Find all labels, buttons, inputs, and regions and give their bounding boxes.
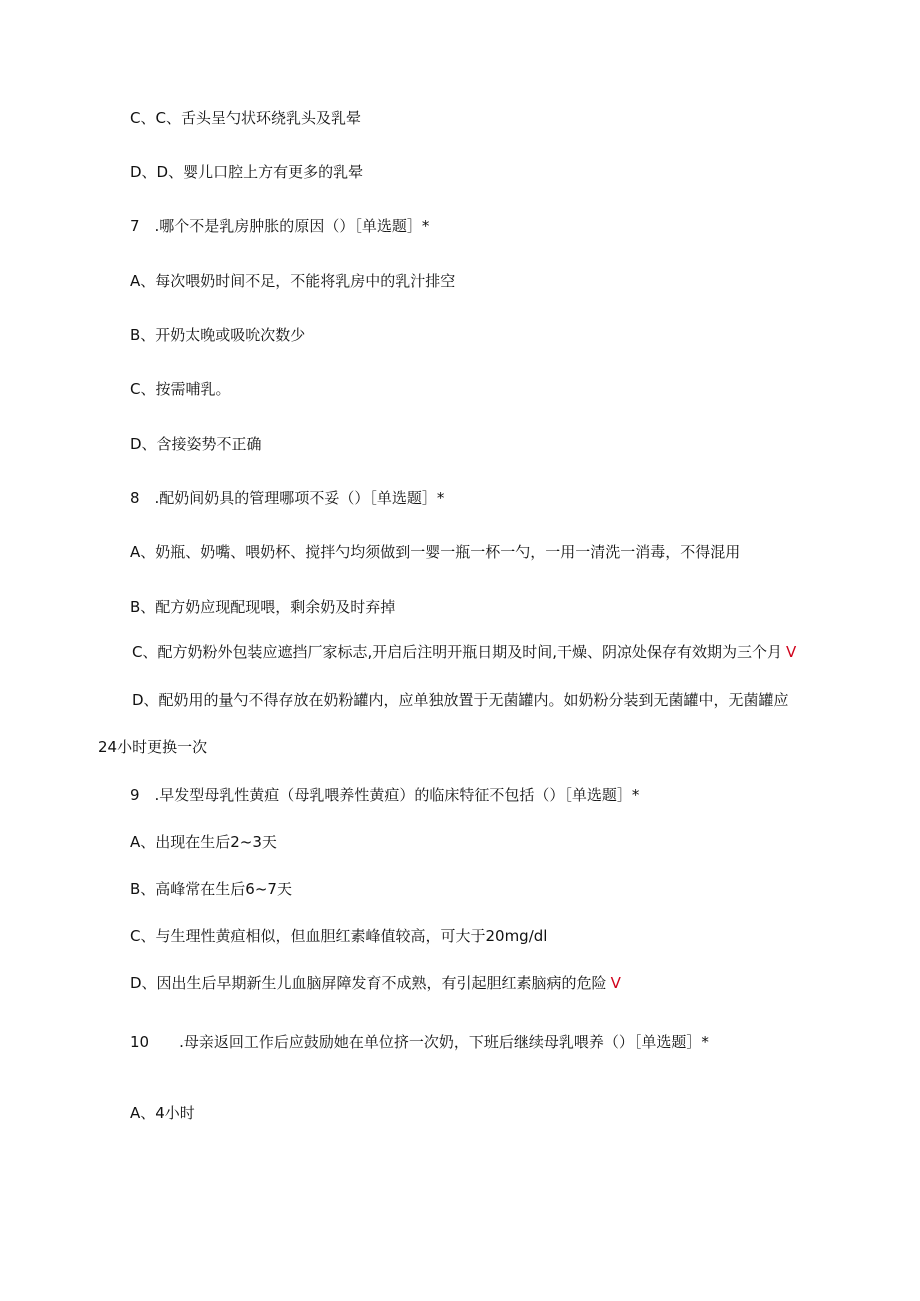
option-7-b bbox=[130, 325, 305, 345]
option-text: D、D、婴儿口腔上方有更多的乳晕 bbox=[130, 163, 364, 181]
option-8-d-continuation bbox=[98, 737, 207, 757]
option-text: D、配奶用的量勺不得存放在奶粉罐内，应单独放置于无菌罐内。如奶粉分装到无菌罐中，无菌罐应 bbox=[132, 691, 789, 709]
option-8-c bbox=[132, 642, 796, 662]
option-text: A、出现在生后2~3天 bbox=[130, 833, 277, 851]
option-9-c bbox=[130, 926, 547, 946]
question-10 bbox=[130, 1032, 709, 1052]
option-text: C、按需哺乳。 bbox=[130, 380, 231, 398]
option-text: D、含接姿势不正确 bbox=[130, 435, 262, 453]
correct-answer-mark: V bbox=[610, 974, 621, 992]
option-text: B、开奶太晚或吸吮次数少 bbox=[130, 326, 306, 344]
option-6-d bbox=[130, 162, 363, 182]
correct-answer-mark: V bbox=[786, 643, 797, 661]
option-7-a bbox=[130, 271, 455, 291]
option-text: B、高峰常在生后6~7天 bbox=[130, 880, 292, 898]
option-10-a bbox=[130, 1103, 195, 1123]
option-6-c bbox=[130, 108, 361, 128]
option-7-c bbox=[130, 379, 230, 399]
option-9-d bbox=[130, 973, 621, 993]
question-text: 8 .配奶间奶具的管理哪项不妥（）［单选题］* bbox=[130, 489, 445, 507]
option-text: C、与生理性黄疸相似，但血胆红素峰值较高，可大于20mg∕dl bbox=[130, 927, 548, 945]
option-7-d bbox=[130, 434, 262, 454]
option-8-d bbox=[132, 690, 789, 710]
option-text: 24小时更换一次 bbox=[98, 738, 208, 756]
question-text: 10 .母亲返回工作后应鼓励她在单位挤一次奶，下班后继续母乳喂养（）［单选题］* bbox=[130, 1033, 709, 1051]
option-9-a bbox=[130, 832, 277, 852]
option-8-b bbox=[130, 597, 395, 617]
option-text: C、C、舌头呈勺状环绕乳头及乳晕 bbox=[130, 109, 361, 127]
option-8-a bbox=[130, 542, 740, 562]
question-text: 7 .哪个不是乳房肿胀的原因（）［单选题］* bbox=[130, 217, 430, 235]
question-7 bbox=[130, 216, 429, 236]
question-text: 9 .早发型母乳性黄疸（母乳喂养性黄疸）的临床特征不包括（）［单选题］* bbox=[130, 786, 640, 804]
option-text: C、配方奶粉外包装应遮挡厂家标志,开启后注明开瓶日期及时间,干燥、阴凉处保存有效期为三个月 bbox=[132, 643, 783, 661]
option-text: D、因出生后早期新生儿血脑屏障发育不成熟，有引起胆红素脑病的危险 bbox=[130, 974, 607, 992]
option-text: A、每次喂奶时间不足，不能将乳房中的乳汁排空 bbox=[130, 272, 456, 290]
option-9-b bbox=[130, 879, 292, 899]
option-text: A、奶瓶、奶嘴、喂奶杯、搅拌勺均须做到一婴一瓶一杯一勺，一用一清洗一消毒，不得混用 bbox=[130, 543, 741, 561]
option-text: A、4小时 bbox=[130, 1104, 195, 1122]
question-9 bbox=[130, 785, 639, 805]
option-text: B、配方奶应现配现喂，剩余奶及时弃掉 bbox=[130, 598, 396, 616]
question-8 bbox=[130, 488, 444, 508]
